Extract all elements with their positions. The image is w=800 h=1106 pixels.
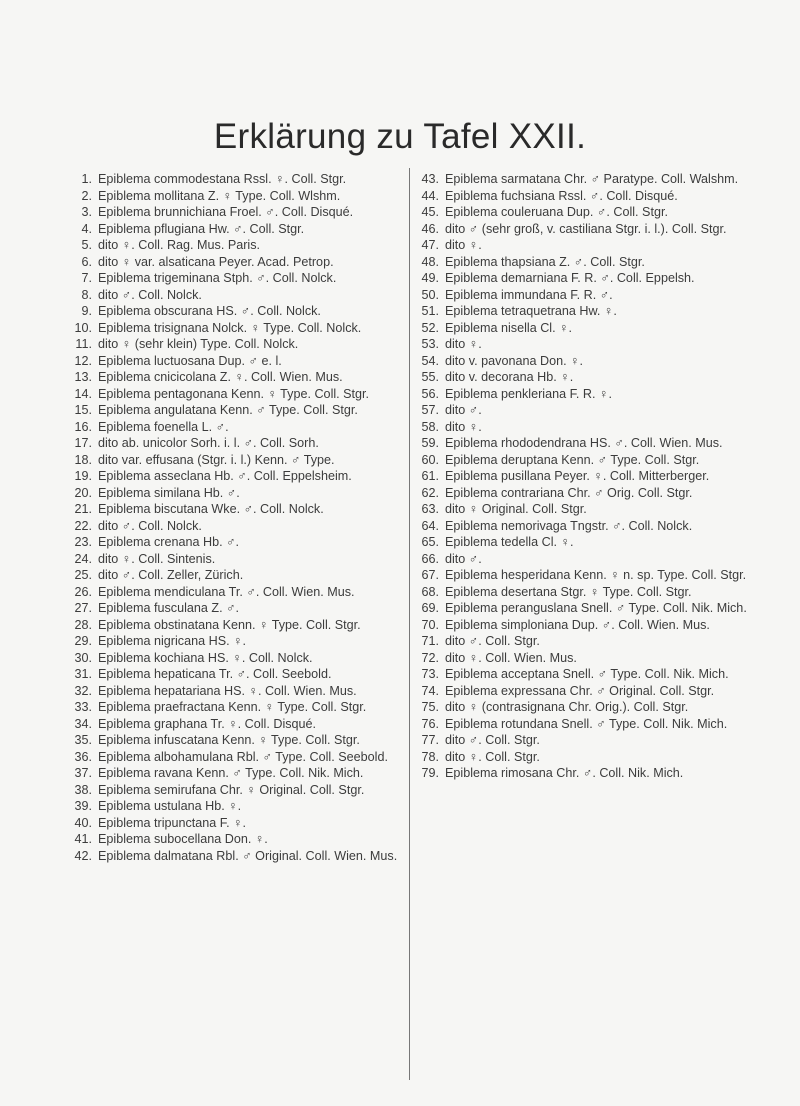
item-number: 51. (421, 304, 439, 318)
list-item (70, 567, 400, 584)
item-number: 46. (421, 221, 439, 236)
item-text: Epiblema tetraquetrana Hw. ♀. (445, 304, 617, 318)
item-number: 29. (74, 634, 92, 648)
list-item (417, 600, 757, 617)
list-item (70, 171, 400, 188)
item-number: 19. (74, 469, 92, 483)
item-text: Epiblema contrariana Chr. ♂ Orig. Coll. Stgr. (445, 485, 693, 500)
page-title: Erklärung zu Tafel XXII. (213, 117, 587, 157)
item-number: 75. (421, 700, 439, 714)
item-number: 79. (421, 766, 439, 780)
item-text: Epiblema praefractana Kenn. ♀ Type. Coll. Stgr. (98, 700, 367, 714)
item-number: 2. (81, 188, 92, 203)
item-text: Epiblema subocellana Don. ♀. (98, 832, 268, 846)
list-item (417, 204, 757, 221)
list-item (70, 468, 400, 485)
item-text: Epiblema biscutana Wke. ♂. Coll. Nolck. (98, 502, 324, 516)
item-number: 49. (421, 271, 439, 285)
item-text: dito ♂. Coll. Stgr. (445, 733, 540, 747)
list-item (417, 749, 757, 766)
item-text: dito ♀ var. alsaticana Peyer. Acad. Petrop. (98, 254, 334, 269)
list-item (417, 303, 757, 320)
item-text: Epiblema ravana Kenn. ♂ Type. Coll. Nik. Mich. (98, 766, 364, 780)
item-number: 18. (74, 452, 92, 467)
item-text: Epiblema crenana Hb. ♂. (98, 535, 240, 549)
item-number: 15. (74, 403, 92, 417)
list-item (70, 666, 400, 683)
item-text: Epiblema foenella L. ♂. (98, 419, 229, 434)
item-text: dito ♀. (445, 419, 482, 434)
list-item (70, 551, 400, 568)
list-item (70, 699, 400, 716)
item-number: 10. (74, 320, 92, 335)
list-item (70, 287, 400, 304)
item-number: 39. (74, 799, 92, 813)
item-text: Epiblema obstinatana Kenn. ♀ Type. Coll. Stgr. (98, 617, 361, 632)
list-item (417, 732, 757, 749)
item-text: Epiblema fuchsiana Rssl. ♂. Coll. Disqué. (445, 188, 678, 203)
item-number: 42. (74, 848, 92, 863)
list-item (70, 534, 400, 551)
list-item (70, 188, 400, 205)
item-text: dito ♀. (445, 337, 482, 351)
item-number: 25. (74, 568, 92, 582)
list-item (70, 303, 400, 320)
list-item (70, 732, 400, 749)
list-item (417, 584, 757, 601)
item-text: Epiblema brunnichiana Froel. ♂. Coll. Disqué. (98, 205, 354, 219)
item-number: 66. (421, 551, 439, 566)
list-item (70, 336, 400, 353)
list-item (70, 683, 400, 700)
item-text: Epiblema kochiana HS. ♀. Coll. Nolck. (98, 650, 313, 665)
item-text: Epiblema tedella Cl. ♀. (445, 535, 574, 549)
item-text: dito ♂. (445, 403, 482, 417)
list-item (417, 468, 757, 485)
item-number: 24. (74, 551, 92, 566)
item-number: 55. (421, 370, 439, 384)
list-item (417, 435, 757, 452)
list-item (417, 254, 757, 271)
item-text: Epiblema nisella Cl. ♀. (445, 320, 573, 335)
item-text: Epiblema nemorivaga Tngstr. ♂. Coll. Nolck. (445, 518, 693, 533)
list-item (70, 254, 400, 271)
list-item (70, 485, 400, 502)
item-text: Epiblema graphana Tr. ♀. Coll. Disqué. (98, 716, 317, 731)
item-text: Epiblema trisignana Nolck. ♀ Type. Coll. Nolck. (98, 320, 362, 335)
item-number: 64. (421, 518, 439, 533)
list-item (417, 650, 757, 667)
item-number: 52. (421, 320, 439, 335)
item-text: Epiblema couleruana Dup. ♂. Coll. Stgr. (445, 205, 668, 219)
item-number: 11. (75, 337, 92, 351)
item-number: 31. (74, 667, 92, 681)
item-number: 56. (421, 386, 439, 401)
item-number: 28. (74, 617, 92, 632)
item-number: 22. (74, 518, 92, 533)
item-number: 34. (74, 716, 92, 731)
list-item (417, 270, 757, 287)
item-text: dito ♂. Coll. Stgr. (445, 634, 540, 648)
item-text: dito ♀ Original. Coll. Stgr. (445, 502, 587, 516)
item-text: Epiblema cnicicolana Z. ♀. Coll. Wien. Mus. (98, 370, 343, 384)
list-item (70, 221, 400, 238)
item-text: dito ♂. (445, 551, 482, 566)
item-number: 16. (74, 419, 92, 434)
item-number: 1. (81, 172, 92, 186)
item-number: 47. (421, 238, 439, 252)
item-text: Epiblema dalmatana Rbl. ♂ Original. Coll. Wien. Mus. (98, 848, 398, 863)
list-item (417, 534, 757, 551)
list-item (70, 435, 400, 452)
list-item (417, 518, 757, 535)
item-number: 4. (81, 221, 92, 236)
item-number: 3. (81, 205, 92, 219)
list-item (70, 419, 400, 436)
item-number: 6. (81, 254, 92, 269)
list-item (417, 320, 757, 337)
item-text: dito ♂. Coll. Nolck. (98, 518, 202, 533)
item-text: Epiblema tripunctana F. ♀. (98, 815, 247, 830)
item-text: dito ♀. Coll. Rag. Mus. Paris. (98, 238, 261, 252)
item-text: Epiblema semirufana Chr. ♀ Original. Coll. Stgr. (98, 782, 365, 797)
item-text: Epiblema hepatariana HS. ♀. Coll. Wien. Mus. (98, 683, 357, 698)
list-item (417, 386, 757, 403)
item-text: Epiblema deruptana Kenn. ♂ Type. Coll. Stgr. (445, 452, 700, 467)
item-text: Epiblema mendiculana Tr. ♂. Coll. Wien. Mus. (98, 584, 355, 599)
list-item (70, 369, 400, 386)
item-number: 32. (74, 683, 92, 698)
item-number: 13. (74, 370, 92, 384)
item-text: Epiblema pflugiana Hw. ♂. Coll. Stgr. (98, 221, 305, 236)
item-text: Epiblema obscurana HS. ♂. Coll. Nolck. (98, 304, 321, 318)
list-item (70, 402, 400, 419)
list-item (70, 633, 400, 650)
item-number: 5. (81, 238, 92, 252)
list-item (70, 584, 400, 601)
list-item (70, 831, 400, 848)
item-number: 50. (421, 287, 439, 302)
list-item (70, 650, 400, 667)
list-item (417, 485, 757, 502)
item-number: 33. (74, 700, 92, 714)
item-number: 59. (421, 436, 439, 450)
item-number: 72. (421, 650, 439, 665)
list-item (417, 501, 757, 518)
item-text: Epiblema rhododendrana HS. ♂. Coll. Wien. Mus. (445, 436, 723, 450)
item-text: Epiblema simploniana Dup. ♂. Coll. Wien. Mus. (445, 617, 710, 632)
list-item (417, 171, 757, 188)
item-number: 40. (74, 815, 92, 830)
item-text: Epiblema desertana Stgr. ♀ Type. Coll. Stgr. (445, 584, 692, 599)
item-text: dito ♂. Coll. Zeller, Zürich. (98, 568, 244, 582)
item-number: 76. (421, 716, 439, 731)
item-number: 68. (421, 584, 439, 599)
list-item (70, 749, 400, 766)
list-item (417, 237, 757, 254)
item-text: Epiblema luctuosana Dup. ♂ e. l. (98, 353, 282, 368)
item-text: dito ab. unicolor Sorh. i. l. ♂. Coll. Sorh. (98, 436, 319, 450)
list-item (70, 600, 400, 617)
item-number: 12. (74, 353, 92, 368)
item-number: 63. (421, 502, 439, 516)
list-item (417, 369, 757, 386)
item-text: Epiblema expressana Chr. ♂ Original. Coll. Stgr. (445, 683, 715, 698)
item-text: Epiblema pentagonana Kenn. ♀ Type. Coll. Stgr. (98, 386, 370, 401)
item-text: Epiblema sarmatana Chr. ♂ Paratype. Coll. Walshm. (445, 172, 739, 186)
item-text: Epiblema immundana F. R. ♂. (445, 287, 613, 302)
item-number: 62. (421, 485, 439, 500)
item-text: Epiblema mollitana Z. ♀ Type. Coll. Wlshm. (98, 188, 341, 203)
item-number: 43. (421, 172, 439, 186)
item-text: dito ♀ (sehr klein) Type. Coll. Nolck. (98, 337, 299, 351)
list-item (417, 683, 757, 700)
item-text: Epiblema fusculana Z. ♂. (98, 601, 240, 615)
item-text: Epiblema commodestana Rssl. ♀. Coll. Stgr. (98, 172, 347, 186)
list-item (70, 617, 400, 634)
item-text: Epiblema ustulana Hb. ♀. (98, 799, 242, 813)
list-item (70, 848, 400, 865)
list-item (70, 204, 400, 221)
list-item (70, 815, 400, 832)
list-item (70, 320, 400, 337)
item-number: 65. (421, 535, 439, 549)
item-number: 70. (421, 617, 439, 632)
item-text: Epiblema pusillana Peyer. ♀. Coll. Mitterberger. (445, 469, 710, 483)
item-number: 77. (421, 733, 439, 747)
item-number: 60. (421, 452, 439, 467)
list-item (70, 386, 400, 403)
list-item (417, 402, 757, 419)
item-text: Epiblema albohamulana Rbl. ♂ Type. Coll. Seebold. (98, 749, 388, 764)
list-item (70, 501, 400, 518)
item-text: Epiblema infuscatana Kenn. ♀ Type. Coll. Stgr. (98, 733, 360, 747)
list-item (417, 336, 757, 353)
left-column (70, 171, 400, 864)
item-number: 41. (74, 832, 92, 846)
item-text: Epiblema trigeminana Stph. ♂. Coll. Nolck. (98, 271, 337, 285)
right-column (417, 171, 757, 782)
item-number: 54. (421, 353, 439, 368)
item-text: dito ♂ (sehr groß, v. castiliana Stgr. i. l.). Coll. Stgr. (445, 221, 727, 236)
item-number: 71. (421, 634, 439, 648)
item-text: Epiblema similana Hb. ♂. (98, 485, 240, 500)
item-number: 35. (74, 733, 92, 747)
item-text: dito ♂. Coll. Nolck. (98, 287, 202, 302)
item-text: Epiblema rotundana Snell. ♂ Type. Coll. Nik. Mich. (445, 716, 728, 731)
item-text: Epiblema nigricana HS. ♀. (98, 634, 247, 648)
item-number: 9. (81, 304, 92, 318)
list-item (70, 237, 400, 254)
list-item (70, 765, 400, 782)
item-number: 67. (421, 568, 439, 582)
item-number: 26. (74, 584, 92, 599)
item-text: Epiblema penkleriana F. R. ♀. (445, 386, 612, 401)
item-number: 8. (81, 287, 92, 302)
item-text: Epiblema rimosana Chr. ♂. Coll. Nik. Mich. (445, 766, 684, 780)
item-number: 38. (74, 782, 92, 797)
item-text: dito ♀. (445, 238, 482, 252)
item-text: Epiblema acceptana Snell. ♂ Type. Coll. Nik. Mich. (445, 667, 729, 681)
list-item (417, 419, 757, 436)
item-text: dito ♀ (contrasignana Chr. Orig.). Coll. Stgr. (445, 700, 689, 714)
item-number: 74. (421, 683, 439, 698)
list-item (70, 798, 400, 815)
item-text: dito var. effusana (Stgr. i. l.) Kenn. ♂ Type. (98, 452, 335, 467)
list-item (417, 221, 757, 238)
item-text: Epiblema asseclana Hb. ♂. Coll. Eppelsheim. (98, 469, 352, 483)
list-item (417, 666, 757, 683)
item-number: 78. (421, 749, 439, 764)
item-number: 7. (81, 271, 92, 285)
item-number: 20. (74, 485, 92, 500)
list-item (417, 716, 757, 733)
item-number: 17. (74, 436, 92, 450)
item-number: 48. (421, 254, 439, 269)
item-text: Epiblema hepaticana Tr. ♂. Coll. Seebold. (98, 667, 332, 681)
item-number: 36. (74, 749, 92, 764)
item-number: 57. (421, 403, 439, 417)
list-item (417, 287, 757, 304)
item-number: 53. (421, 337, 439, 351)
item-text: Epiblema hesperidana Kenn. ♀ n. sp. Type. Coll. Stgr. (445, 568, 747, 582)
list-item (417, 617, 757, 634)
list-item (70, 270, 400, 287)
item-text: dito v. pavonana Don. ♀. (445, 353, 584, 368)
item-text: dito ♀. Coll. Sintenis. (98, 551, 216, 566)
list-item (70, 518, 400, 535)
list-item (417, 353, 757, 370)
item-text: Epiblema demarniana F. R. ♂. Coll. Eppelsh. (445, 271, 695, 285)
item-number: 23. (74, 535, 92, 549)
item-number: 61. (421, 469, 439, 483)
list-item (70, 353, 400, 370)
list-item (417, 633, 757, 650)
list-item (417, 699, 757, 716)
item-number: 37. (74, 766, 92, 780)
list-item (417, 567, 757, 584)
item-text: Epiblema peranguslana Snell. ♂ Type. Coll. Nik. Mich. (445, 601, 747, 615)
item-text: Epiblema thapsiana Z. ♂. Coll. Stgr. (445, 254, 645, 269)
list-item (70, 782, 400, 799)
item-number: 27. (74, 601, 92, 615)
item-text: dito ♀. Coll. Wien. Mus. (445, 650, 577, 665)
column-divider (409, 168, 410, 1080)
item-number: 45. (421, 205, 439, 219)
item-text: dito ♀. Coll. Stgr. (445, 749, 540, 764)
item-number: 58. (421, 419, 439, 434)
list-item (70, 716, 400, 733)
item-number: 30. (74, 650, 92, 665)
item-text: Epiblema angulatana Kenn. ♂ Type. Coll. Stgr. (98, 403, 358, 417)
item-number: 44. (421, 188, 439, 203)
item-number: 21. (74, 502, 92, 516)
list-item (417, 452, 757, 469)
list-item (417, 188, 757, 205)
item-number: 14. (74, 386, 92, 401)
item-text: dito v. decorana Hb. ♀. (445, 370, 574, 384)
list-item (417, 765, 757, 782)
list-item (417, 551, 757, 568)
item-number: 69. (421, 601, 439, 615)
item-number: 73. (421, 667, 439, 681)
list-item (70, 452, 400, 469)
